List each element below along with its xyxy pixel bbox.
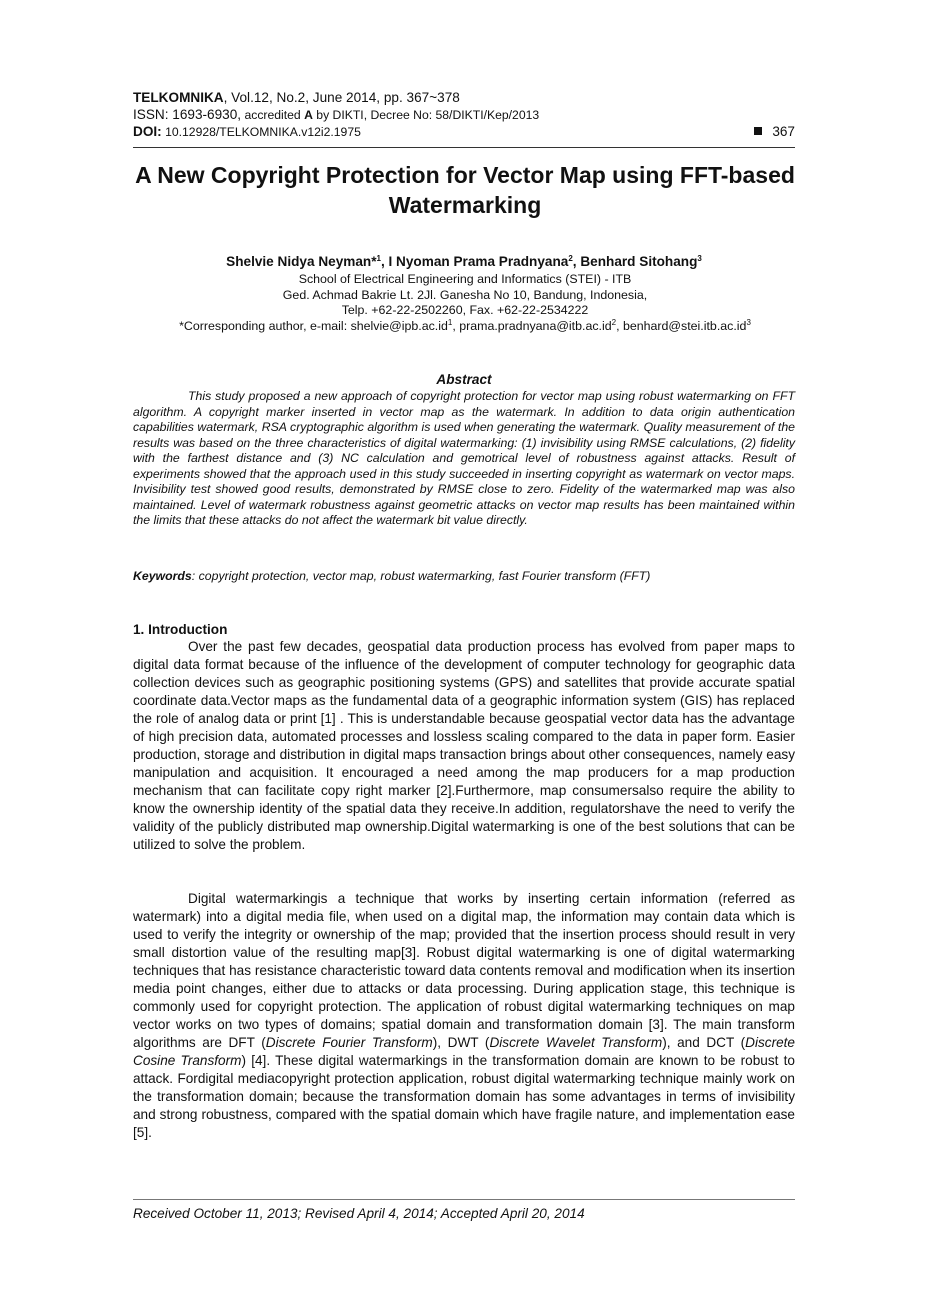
intro-paragraph-2 <box>133 890 795 1142</box>
affiliation-school: School of Electrical Engineering and Informatics (STEI) - ITB <box>298 272 632 286</box>
abstract-text: This study proposed a new approach of copyright protection for vector map using robust watermarking on FFT algorithm. A copyright marker inserted in vector map as the watermark. In addition to data origin authentication capabilities watermark, RSA cryptographic algorithm is used when generating the watermark. Quality measurement of the results was based on the three characteristics of digital watermarking: (1) invisibility using RMSE calculations, (2) fidelity with the farthest distance and (3) NC calculation and gemotrical level of robustness against attacks. Result of experiments showed that the approach used in this study succeeded in inserting copyright as watermark on vector maps. Invisibility test showed good results, demonstrated by RMSE close to zero. Fidelity of the watermarked map was also maintained. Level of watermark robustness against geometric attacks on vector map results has been maintained within the limits that these attacks do not affect the watermark bit value directly. <box>133 389 795 527</box>
square-bullet-icon <box>754 127 762 135</box>
term-dft: Discrete Fourier Transform <box>265 1035 433 1050</box>
corr-email-1: *Corresponding author, e-mail: shelvie@ipb.ac.id <box>179 319 448 333</box>
para2-part-b: ), DWT ( <box>432 1035 490 1050</box>
author-2: , I Nyoman Prama Pradnyana <box>380 254 569 269</box>
header-rule <box>133 147 795 148</box>
paper-title: A New Copyright Protection for Vector Map using FFT-based Watermarking <box>135 162 795 218</box>
accredited-grade: A <box>304 108 313 122</box>
para2-part-d: ) [4]. These digital watermarkings in the transformation domain are known to be robust to attack. Fordigital mediacopyright protection application, robust digital watermarking technique mainly work on the transformation domain; because the transformation domain has some advantages in terms of invisibility and strong robustness, compared with the spatial domain which have fragile nature, and implementation ease [5]. <box>133 1053 795 1140</box>
affiliation-phone: Telp. +62-22-2502260, Fax. +62-22-2534222 <box>341 303 589 317</box>
para2-part-a: Digital watermarkingis a technique that works by inserting certain information (referred as watermark) into a digital media file, when used on a digital map, the information may contain data which is used to verify the integrity or ownership of the map; provided that the insertion process should result in very small distortion value of the resulting map[3]. Robust digital watermarking is one of digital watermarking techniques that has resistance characteristic toward data contents removal and modification when its insertion media point changes, either due to attacks or data processing. During application stage, this technique is commonly used for copyright protection. The application of robust digital watermarking techniques on map vector works on two types of domains; spatial domain and transformation domain [3]. The main transform algorithms are DFT ( <box>133 891 795 1050</box>
page-number <box>754 124 795 140</box>
abstract-heading: Abstract <box>436 372 492 387</box>
corr-sup-1: 1 <box>447 318 453 327</box>
doi-label: DOI: <box>133 124 162 139</box>
corr-email-3: , benhard@stei.itb.ac.id <box>616 319 747 333</box>
journal-citation: , Vol.12, No.2, June 2014, pp. 367~378 <box>223 90 460 105</box>
author-2-sup: 2 <box>568 254 573 263</box>
term-dct: Discrete Cosine Transform <box>133 1035 795 1068</box>
keywords-label: Keywords <box>133 569 192 583</box>
author-1-sup: 1 <box>376 254 381 263</box>
doi-line <box>133 124 795 140</box>
corresponding-author <box>120 319 810 335</box>
corr-sup-3: 3 <box>746 318 751 327</box>
keywords <box>133 569 795 585</box>
keywords-text: : copyright protection, vector map, robust watermarking, fast Fourier transform (FFT) <box>191 569 651 583</box>
footer-rule <box>133 1199 795 1200</box>
doi-value: 10.12928/TELKOMNIKA.v12i2.1975 <box>161 125 361 139</box>
author-3-sup: 3 <box>697 254 702 263</box>
accredited-post: by DIKTI, Decree No: 58/DIKTI/Kep/2013 <box>312 108 540 122</box>
journal-name: TELKOMNIKA <box>133 90 224 105</box>
affiliation-address: Ged. Achmad Bakrie Lt. 2Jl. Ganesha No 10, Bandung, Indonesia, <box>282 288 648 302</box>
authors <box>133 253 795 271</box>
journal-citation-line <box>133 90 795 106</box>
accredited-pre: accredited <box>241 108 305 122</box>
author-3: , Benhard Sitohang <box>572 254 698 269</box>
section-heading-introduction: 1. Introduction <box>133 622 228 637</box>
corr-email-2: , prama.pradnyana@itb.ac.id <box>452 319 612 333</box>
term-dwt: Discrete Wavelet Transform <box>489 1035 663 1050</box>
author-1: Shelvie Nidya Neyman* <box>226 254 377 269</box>
para2-part-c: ), and DCT ( <box>662 1035 746 1050</box>
issn-line <box>133 107 795 123</box>
intro-paragraph-1: Over the past few decades, geospatial data production process has evolved from paper maps to digital data format because of the influence of the development of computer technology for geographic data collection devices such as geographic positioning systems (GPS) and satellites that provide accurate spatial coordinate data.Vector maps as the fundamental data of a geographic information system (GIS) has replaced the role of analog data or print [1] . This is understandable because geospatial vector data has the advantage of high precision data, automated processes and lossless scaling compared to the data in paper form. Easier production, storage and distribution in digital maps transaction brings about other consequences, namely easy manipulation and acquisition. It encouraged a need among the map producers for a map production mechanism that can facilitate copy right marker [2].Furthermore, map consumersalso require the ability to know the ownership identity of the spatial data they receive.In addition, regulatorshave the need to verify the validity of the publicly distributed map ownership.Digital watermarking is one of the best solutions that can be utilized to solve the problem. <box>133 639 795 852</box>
corr-sup-2: 2 <box>611 318 617 327</box>
page-number-value: 367 <box>772 124 795 139</box>
received-dates: Received October 11, 2013; Revised April 4, 2014; Accepted April 20, 2014 <box>133 1206 585 1221</box>
issn: ISSN: 1693-6930, <box>133 107 242 122</box>
